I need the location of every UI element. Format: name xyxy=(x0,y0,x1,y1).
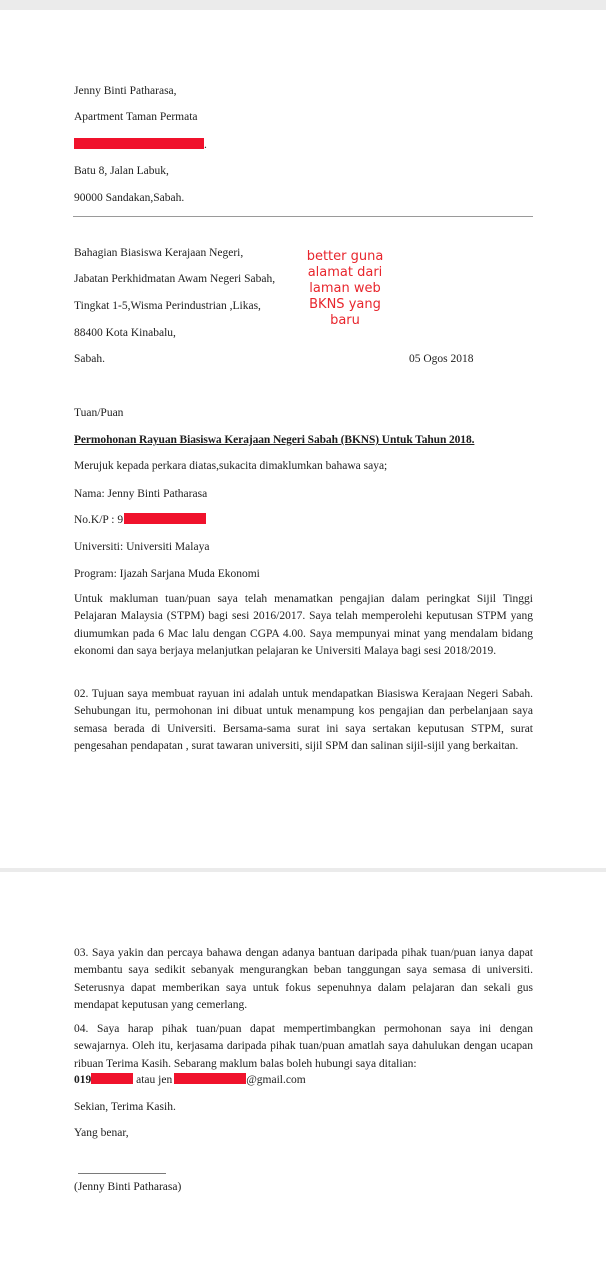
sender-address-line3: . xyxy=(74,138,207,153)
paragraph-1: Untuk makluman tuan/puan saya telah menamatkan pengajian dalam peringkat Sijil Tinggi Pelajaran Malaysia (STPM) bagi sesi 2016/2017. Saya telah memperolehi keputusan STPM yang diumumkan pada 6 Mac lalu dengan CGPA 4.00. Saya mempunyai minat yang mendalam bidang ekonomi dan saya berjaya melanjutkan pelajaran ke Universiti Malaya bagi sesi 2018/2019. xyxy=(74,593,533,658)
recipient-line4: 88400 Kota Kinabalu, xyxy=(74,327,176,339)
detail-program: Program: Ijazah Sarjana Muda Ekonomi xyxy=(74,568,260,580)
sender-name: Jenny Binti Patharasa, xyxy=(74,85,177,97)
contact-line: 019 atau jen @gmail.com xyxy=(74,1074,306,1086)
recipient-line1: Bahagian Biasiswa Kerajaan Negeri, xyxy=(74,247,244,259)
detail-university: Universiti: Universiti Malaya xyxy=(74,541,210,553)
redaction-bar xyxy=(91,1073,133,1084)
paragraph-2: 02. Tujuan saya membuat rayuan ini adalah untuk mendapatkan Biasiswa Kerajaan Negeri Sabah. Sehubungan itu, permohonan ini dibuat untuk menampung kos pengajian dan perbelanjaan saya semasa berada di Universiti. Bersama-sama surat ini saya sertakan keputusan STPM, surat pengesahan pendapatan , surat tawaran universiti, sijil SPM dan salinan sijil-sijil yang berkaitan. xyxy=(74,688,533,753)
sender-address-line5: 90000 Sandakan,Sabah. xyxy=(74,192,185,204)
detail-name: Nama: Jenny Binti Patharasa xyxy=(74,488,208,500)
sender-address-line4: Batu 8, Jalan Labuk, xyxy=(74,165,169,177)
recipient-line5: Sabah. xyxy=(74,353,105,365)
subject-line: Permohonan Rayuan Biasiswa Kerajaan Negeri Sabah (BKNS) Untuk Tahun 2018. xyxy=(74,434,475,446)
annotation-note: better guna alamat dari laman web BKNS yang baru xyxy=(306,249,384,328)
redaction-bar xyxy=(124,513,206,524)
salutation: Tuan/Puan xyxy=(74,407,124,419)
divider-line xyxy=(73,216,533,217)
paragraph-3: 03. Saya yakin dan percaya bahawa dengan adanya bantuan daripada pihak tuan/puan ianya dapat membantu saya sedikit sebanyak mengurangkan beban tanggungan saya semasa di universiti. Seterusnya dapat memberikan saya untuk fokus sepenuhnya dalam pelajaran dan sekali gus mendapat keputusan yang cemerlang. xyxy=(74,947,533,1012)
intro-line: Merujuk kepada perkara diatas,sukacita dimaklumkan bahawa saya; xyxy=(74,460,388,472)
letter-date: 05 Ogos 2018 xyxy=(409,353,474,365)
detail-ic: No.K/P : 9 xyxy=(74,513,206,528)
recipient-line3: Tingkat 1-5,Wisma Perindustrian ,Likas, xyxy=(74,300,261,312)
redaction-bar xyxy=(174,1073,246,1084)
closing-yang-benar: Yang benar, xyxy=(74,1127,129,1139)
recipient-line2: Jabatan Perkhidmatan Awam Negeri Sabah, xyxy=(74,273,276,285)
closing-line: Sekian, Terima Kasih. xyxy=(74,1101,176,1113)
sender-address-line2: Apartment Taman Permata xyxy=(74,111,198,123)
signature-name: (Jenny Binti Patharasa) xyxy=(74,1181,182,1193)
redaction-bar xyxy=(74,138,204,149)
paragraph-4: 04. Saya harap pihak tuan/puan dapat mempertimbangkan permohonan saya ini dengan sewajarnya. Oleh itu, kerjasama daripada pihak tuan/puan amatlah saya dahulukan dengan ucapan ribuan Terima Kasih. Sebarang maklum balas boleh hubungi saya ditalian: xyxy=(74,1023,533,1070)
signature-line xyxy=(78,1173,166,1174)
